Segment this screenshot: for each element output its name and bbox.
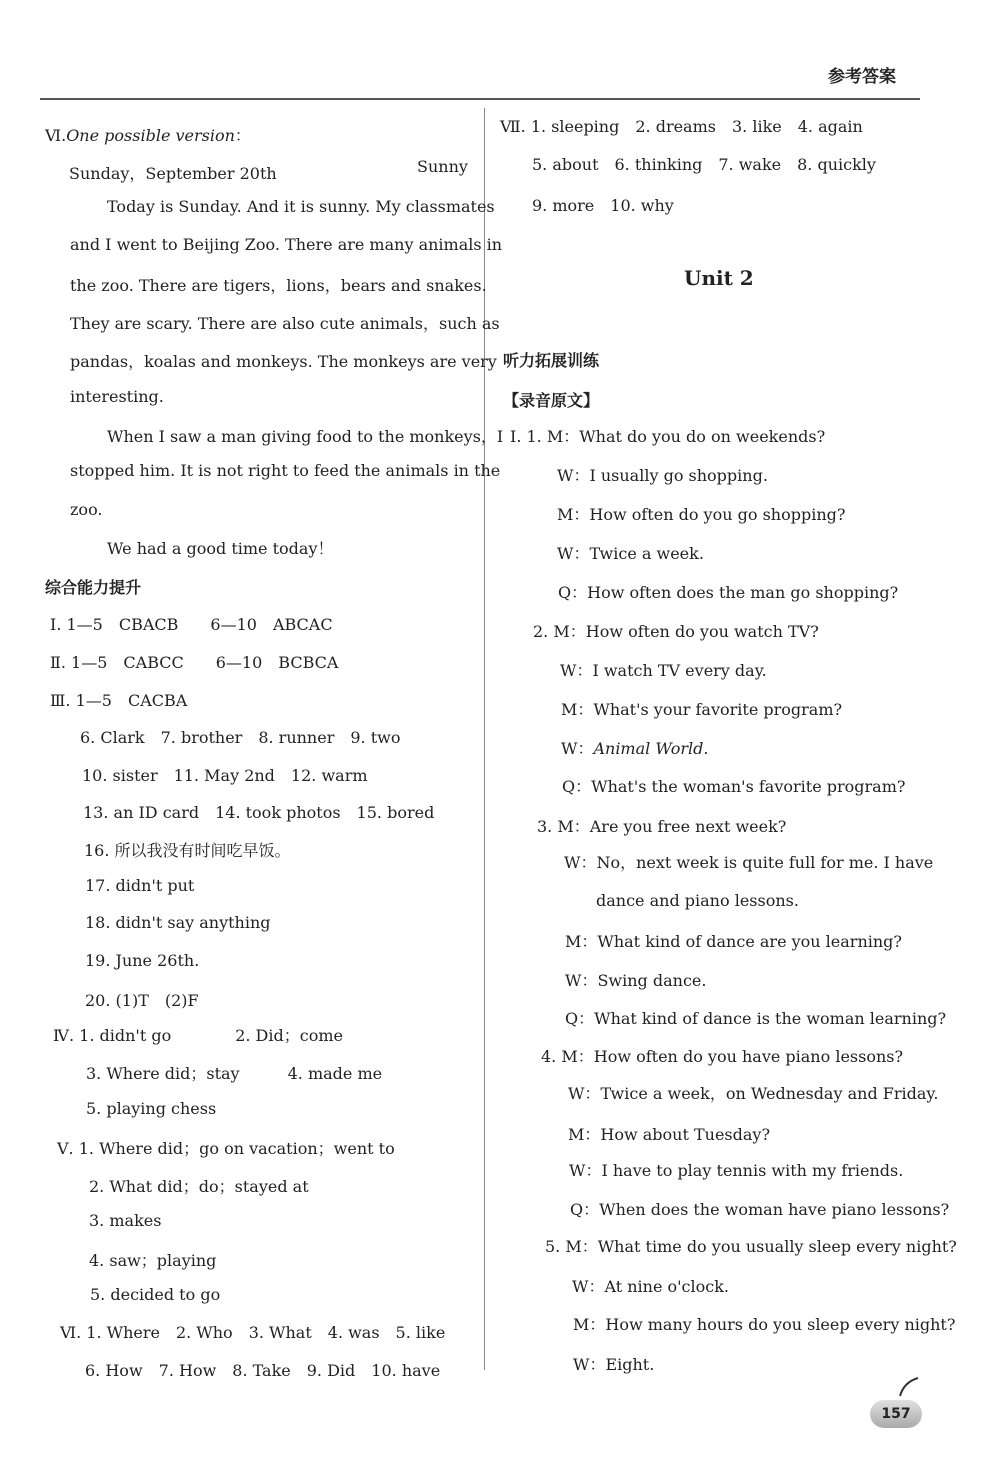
diary-line: and I went to Beijing Zoo. There are many animals in <box>70 235 503 254</box>
diary-line: interesting. <box>70 387 164 406</box>
diary-line: Today is Sunday. And it is sunny. My classmates <box>107 197 495 216</box>
section-heading: 综合能力提升 <box>45 578 142 597</box>
answer-line: 6. Clark 7. brother 8. runner 9. two <box>80 728 401 747</box>
dialogue-line: Q：How often does the man go shopping? <box>558 583 899 602</box>
dialogue-line: 4. M：How often do you have piano lessons? <box>541 1047 904 1066</box>
answer-line: 5. playing chess <box>86 1099 217 1118</box>
dialogue-line: W：I usually go shopping. <box>557 466 768 485</box>
column-divider <box>484 108 485 1370</box>
dialogue-line: 2. M：How often do you watch TV? <box>533 622 819 641</box>
dialogue-line: M：What kind of dance are you learning? <box>565 932 903 951</box>
diary-line: pandas，koalas and monkeys. The monkeys are very <box>70 352 497 371</box>
dialogue-line: W：I watch TV every day. <box>560 661 767 680</box>
header-rule <box>40 98 920 100</box>
answer-line: Ⅰ. 1—5 CBACB 6—10 ABCAC <box>50 615 333 634</box>
answer-line: 20. (1)T (2)F <box>85 991 199 1010</box>
diary-line: We had a good time today！ <box>107 539 334 558</box>
answer-line: 16. 所以我没有时间吃早饭。 <box>84 841 291 860</box>
answer-line: 3. Where did；stay 4. made me <box>86 1064 383 1083</box>
diary-line: the zoo. There are tigers，lions，bears and snakes. <box>70 276 487 295</box>
dialogue-line: 3. M：Are you free next week? <box>537 817 787 836</box>
dialogue-line: Q：What kind of dance is the woman learning? <box>565 1009 947 1028</box>
pen-swoosh-icon <box>898 1376 922 1400</box>
diary-line: stopped him. It is not right to feed the animals in the <box>70 461 501 480</box>
dialogue-line: W：At nine o'clock. <box>572 1277 730 1296</box>
dialogue-line: Q：When does the woman have piano lessons? <box>570 1200 950 1219</box>
answer-line: Ⅱ. 1—5 CABCC 6—10 BCBCA <box>50 653 339 672</box>
dialogue-line: W：Eight. <box>573 1355 655 1374</box>
dialogue-line: W：No，next week is quite full for me. I have <box>564 853 934 872</box>
dialogue-line: W：I have to play tennis with my friends. <box>569 1161 904 1180</box>
answer-line: 6. How 7. How 8. Take 9. Did 10. have <box>85 1361 441 1380</box>
unit-title: Unit 2 <box>684 266 754 290</box>
dialogue-line: W：Twice a week. <box>557 544 704 563</box>
dialogue-line: W：Animal World. <box>561 739 709 758</box>
dialogue-line: M：How often do you go shopping? <box>557 505 846 524</box>
diary-line: They are scary. There are also cute animals，such as <box>70 314 500 333</box>
dialogue-line: W：Swing dance. <box>565 971 707 990</box>
section-heading: 听力拓展训练 <box>503 351 600 370</box>
diary-weather: Sunny <box>417 157 468 176</box>
answer-line: 3. makes <box>89 1211 162 1230</box>
dialogue-line: M：How about Tuesday? <box>568 1125 771 1144</box>
diary-line: zoo. <box>70 500 103 519</box>
dialogue-line: 5. M：What time do you usually sleep every night? <box>545 1237 957 1256</box>
answer-line: Ⅶ. 1. sleeping 2. dreams 3. like 4. again <box>500 117 863 136</box>
dialogue-line: Ⅰ. 1. M：What do you do on weekends? <box>510 427 826 446</box>
answer-line: Ⅴ. 1. Where did；go on vacation；went to <box>57 1139 395 1158</box>
answer-line: 17. didn't put <box>85 876 195 895</box>
answer-line: Ⅲ. 1—5 CACBA <box>50 691 188 710</box>
answer-line: 10. sister 11. May 2nd 12. warm <box>82 766 368 785</box>
page-number: 157 <box>870 1400 922 1428</box>
dialogue-line: Q：What's the woman's favorite program? <box>562 777 906 796</box>
answer-line: 4. saw；playing <box>89 1251 217 1270</box>
diary-date: Sunday，September 20th <box>69 164 277 183</box>
answer-line: 5. about 6. thinking 7. wake 8. quickly <box>532 155 876 174</box>
answer-line: 9. more 10. why <box>532 196 674 215</box>
answer-line: 13. an ID card 14. took photos 15. bored <box>83 803 435 822</box>
dialogue-line: W：Twice a week，on Wednesday and Friday. <box>568 1084 939 1103</box>
answer-line: Ⅵ. 1. Where 2. Who 3. What 4. was 5. like <box>60 1323 446 1342</box>
essay-heading: Ⅵ.One possible version： <box>45 126 251 145</box>
dialogue-line: M：What's your favorite program? <box>561 700 843 719</box>
answer-line: Ⅳ. 1. didn't go 2. Did；come <box>53 1026 343 1045</box>
answer-line: 2. What did；do；stayed at <box>89 1177 309 1196</box>
dialogue-line: dance and piano lessons. <box>596 891 799 910</box>
dialogue-line: M：How many hours do you sleep every night? <box>573 1315 956 1334</box>
answer-line: 5. decided to go <box>90 1285 221 1304</box>
answer-line: 18. didn't say anything <box>85 913 271 932</box>
answer-line: 19. June 26th. <box>85 951 200 970</box>
diary-line: When I saw a man giving food to the monkeys，I <box>107 427 504 446</box>
subsection-heading: 【录音原文】 <box>503 391 600 410</box>
page-header-title: 参考答案 <box>828 67 896 87</box>
